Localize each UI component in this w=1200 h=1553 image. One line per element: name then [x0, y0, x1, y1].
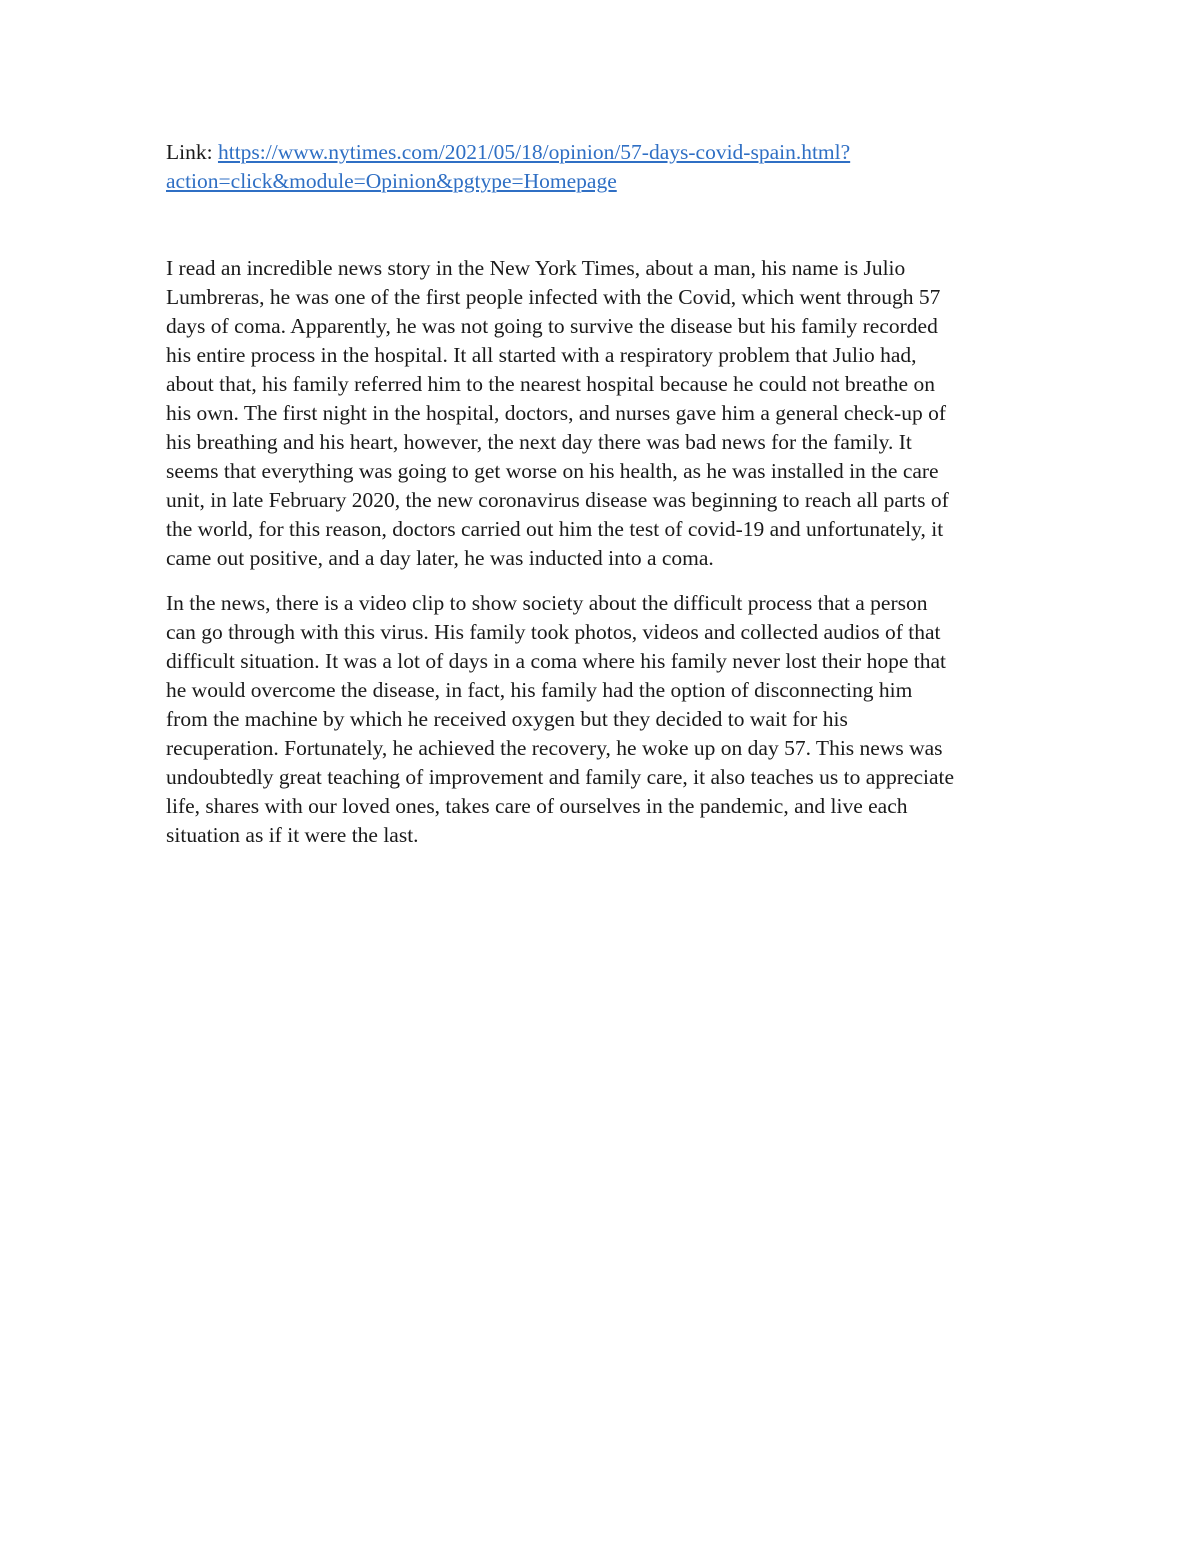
paragraph-line: unit, in late February 2020, the new coronavirus disease was beginning to reach all parts of — [166, 488, 949, 512]
article-link-part-2[interactable]: action=click&module=Opinion&pgtype=Homepage — [166, 169, 617, 193]
paragraph-1 — [166, 254, 1046, 573]
paragraph-line: he would overcome the disease, in fact, his family had the option of disconnecting him — [166, 678, 913, 702]
paragraph-line: from the machine by which he received oxygen but they decided to wait for his — [166, 707, 848, 731]
link-line-2 — [166, 167, 1046, 196]
paragraph-line: can go through with this virus. His family took photos, videos and collected audios of that — [166, 620, 941, 644]
paragraph-spacer — [166, 573, 1046, 589]
link-label: Link: — [166, 140, 213, 164]
paragraph-line: his breathing and his heart, however, the next day there was bad news for the family. It — [166, 430, 912, 454]
spacer — [166, 196, 1046, 254]
link-line-1 — [166, 138, 1046, 167]
paragraph-line: came out positive, and a day later, he was inducted into a coma. — [166, 546, 714, 570]
paragraph-line: his entire process in the hospital. It all started with a respiratory problem that Julio had, — [166, 343, 917, 367]
article-link-part-1[interactable]: https://www.nytimes.com/2021/05/18/opinion/57-days-covid-spain.html? — [217, 140, 851, 164]
paragraph-line: Lumbreras, he was one of the first people infected with the Covid, which went through 57 — [166, 285, 941, 309]
paragraph-line: undoubtedly great teaching of improvement and family care, it also teaches us to appreciate — [166, 765, 955, 789]
paragraph-line: seems that everything was going to get worse on his health, as he was installed in the care — [166, 459, 939, 483]
paragraph-line: In the news, there is a video clip to show society about the difficult process that a person — [166, 591, 928, 615]
paragraph-line: recuperation. Fortunately, he achieved the recovery, he woke up on day 57. This news was — [166, 736, 943, 760]
paragraph-line: his own. The first night in the hospital, doctors, and nurses gave him a general check-up of — [166, 401, 946, 425]
paragraph-line: the world, for this reason, doctors carried out him the test of covid-19 and unfortunately, it — [166, 517, 944, 541]
paragraph-2 — [166, 589, 1046, 850]
paragraph-line: life, shares with our loved ones, takes care of ourselves in the pandemic, and live each — [166, 794, 908, 818]
paragraph-line: about that, his family referred him to the nearest hospital because he could not breathe on — [166, 372, 935, 396]
document-body — [166, 138, 1046, 850]
paragraph-line: difficult situation. It was a lot of days in a coma where his family never lost their hope that — [166, 649, 946, 673]
paragraph-line: I read an incredible news story in the New York Times, about a man, his name is Julio — [166, 256, 906, 280]
paragraph-line: situation as if it were the last. — [166, 823, 419, 847]
paragraph-line: days of coma. Apparently, he was not going to survive the disease but his family recorded — [166, 314, 938, 338]
